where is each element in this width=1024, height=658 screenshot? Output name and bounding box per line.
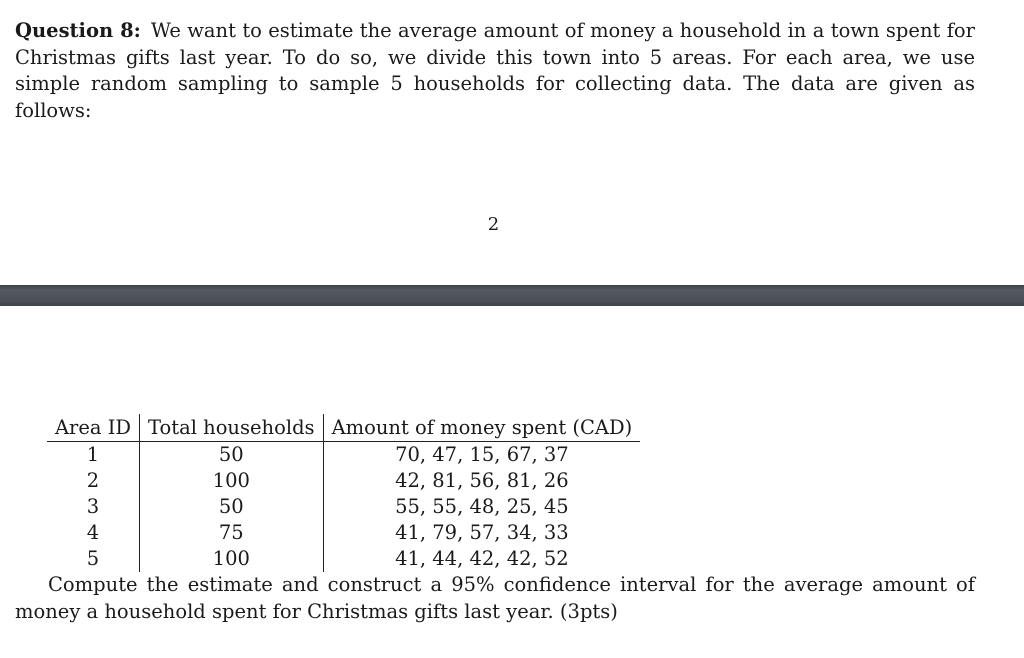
cell-total-households: 50 xyxy=(140,494,324,520)
cell-total-households: 75 xyxy=(140,520,324,546)
cell-area-id: 2 xyxy=(47,468,140,494)
table-row xyxy=(47,546,640,572)
cell-total-households: 100 xyxy=(140,468,324,494)
table-row xyxy=(47,520,640,546)
table-row xyxy=(47,442,640,469)
header-total-households: Total households xyxy=(140,414,324,442)
instruction-paragraph: Compute the estimate and construct a 95% confidence interval for the average amount of money a household spent for Christmas gifts last year. (3pts) xyxy=(15,573,975,623)
cell-amount-spent: 70, 47, 15, 67, 37 xyxy=(395,443,569,466)
question-label: Question 8: xyxy=(15,19,141,42)
question-text: We want to estimate the average amount of money a household in a town spent for Christmas gifts last year. To do so, we divide this town into 5 areas. For each area, we use simple random sampling to sample 5 households for collecting data. The data are given as follows: xyxy=(15,19,975,122)
header-amount-spent: Amount of money spent (CAD) xyxy=(323,414,640,442)
table-row xyxy=(47,494,640,520)
data-table xyxy=(47,414,640,572)
table-header-row xyxy=(47,414,640,442)
cell-area-id: 3 xyxy=(47,494,140,520)
cell-area-id: 4 xyxy=(47,520,140,546)
cell-amount-spent: 42, 81, 56, 81, 26 xyxy=(395,469,569,492)
question-paragraph xyxy=(15,18,975,124)
cell-total-households: 50 xyxy=(140,442,324,469)
page-top xyxy=(0,0,1024,285)
header-area-id: Area ID xyxy=(47,414,140,442)
cell-area-id: 5 xyxy=(47,546,140,572)
cell-amount-spent: 41, 44, 42, 42, 52 xyxy=(395,547,569,570)
table-row xyxy=(47,468,640,494)
page-break-divider xyxy=(0,285,1024,306)
cell-total-households: 100 xyxy=(140,546,324,572)
cell-amount-spent: 41, 79, 57, 34, 33 xyxy=(395,521,569,544)
cell-area-id: 1 xyxy=(47,442,140,469)
page-number: 2 xyxy=(487,214,500,235)
cell-amount-spent: 55, 55, 48, 25, 45 xyxy=(395,495,569,518)
